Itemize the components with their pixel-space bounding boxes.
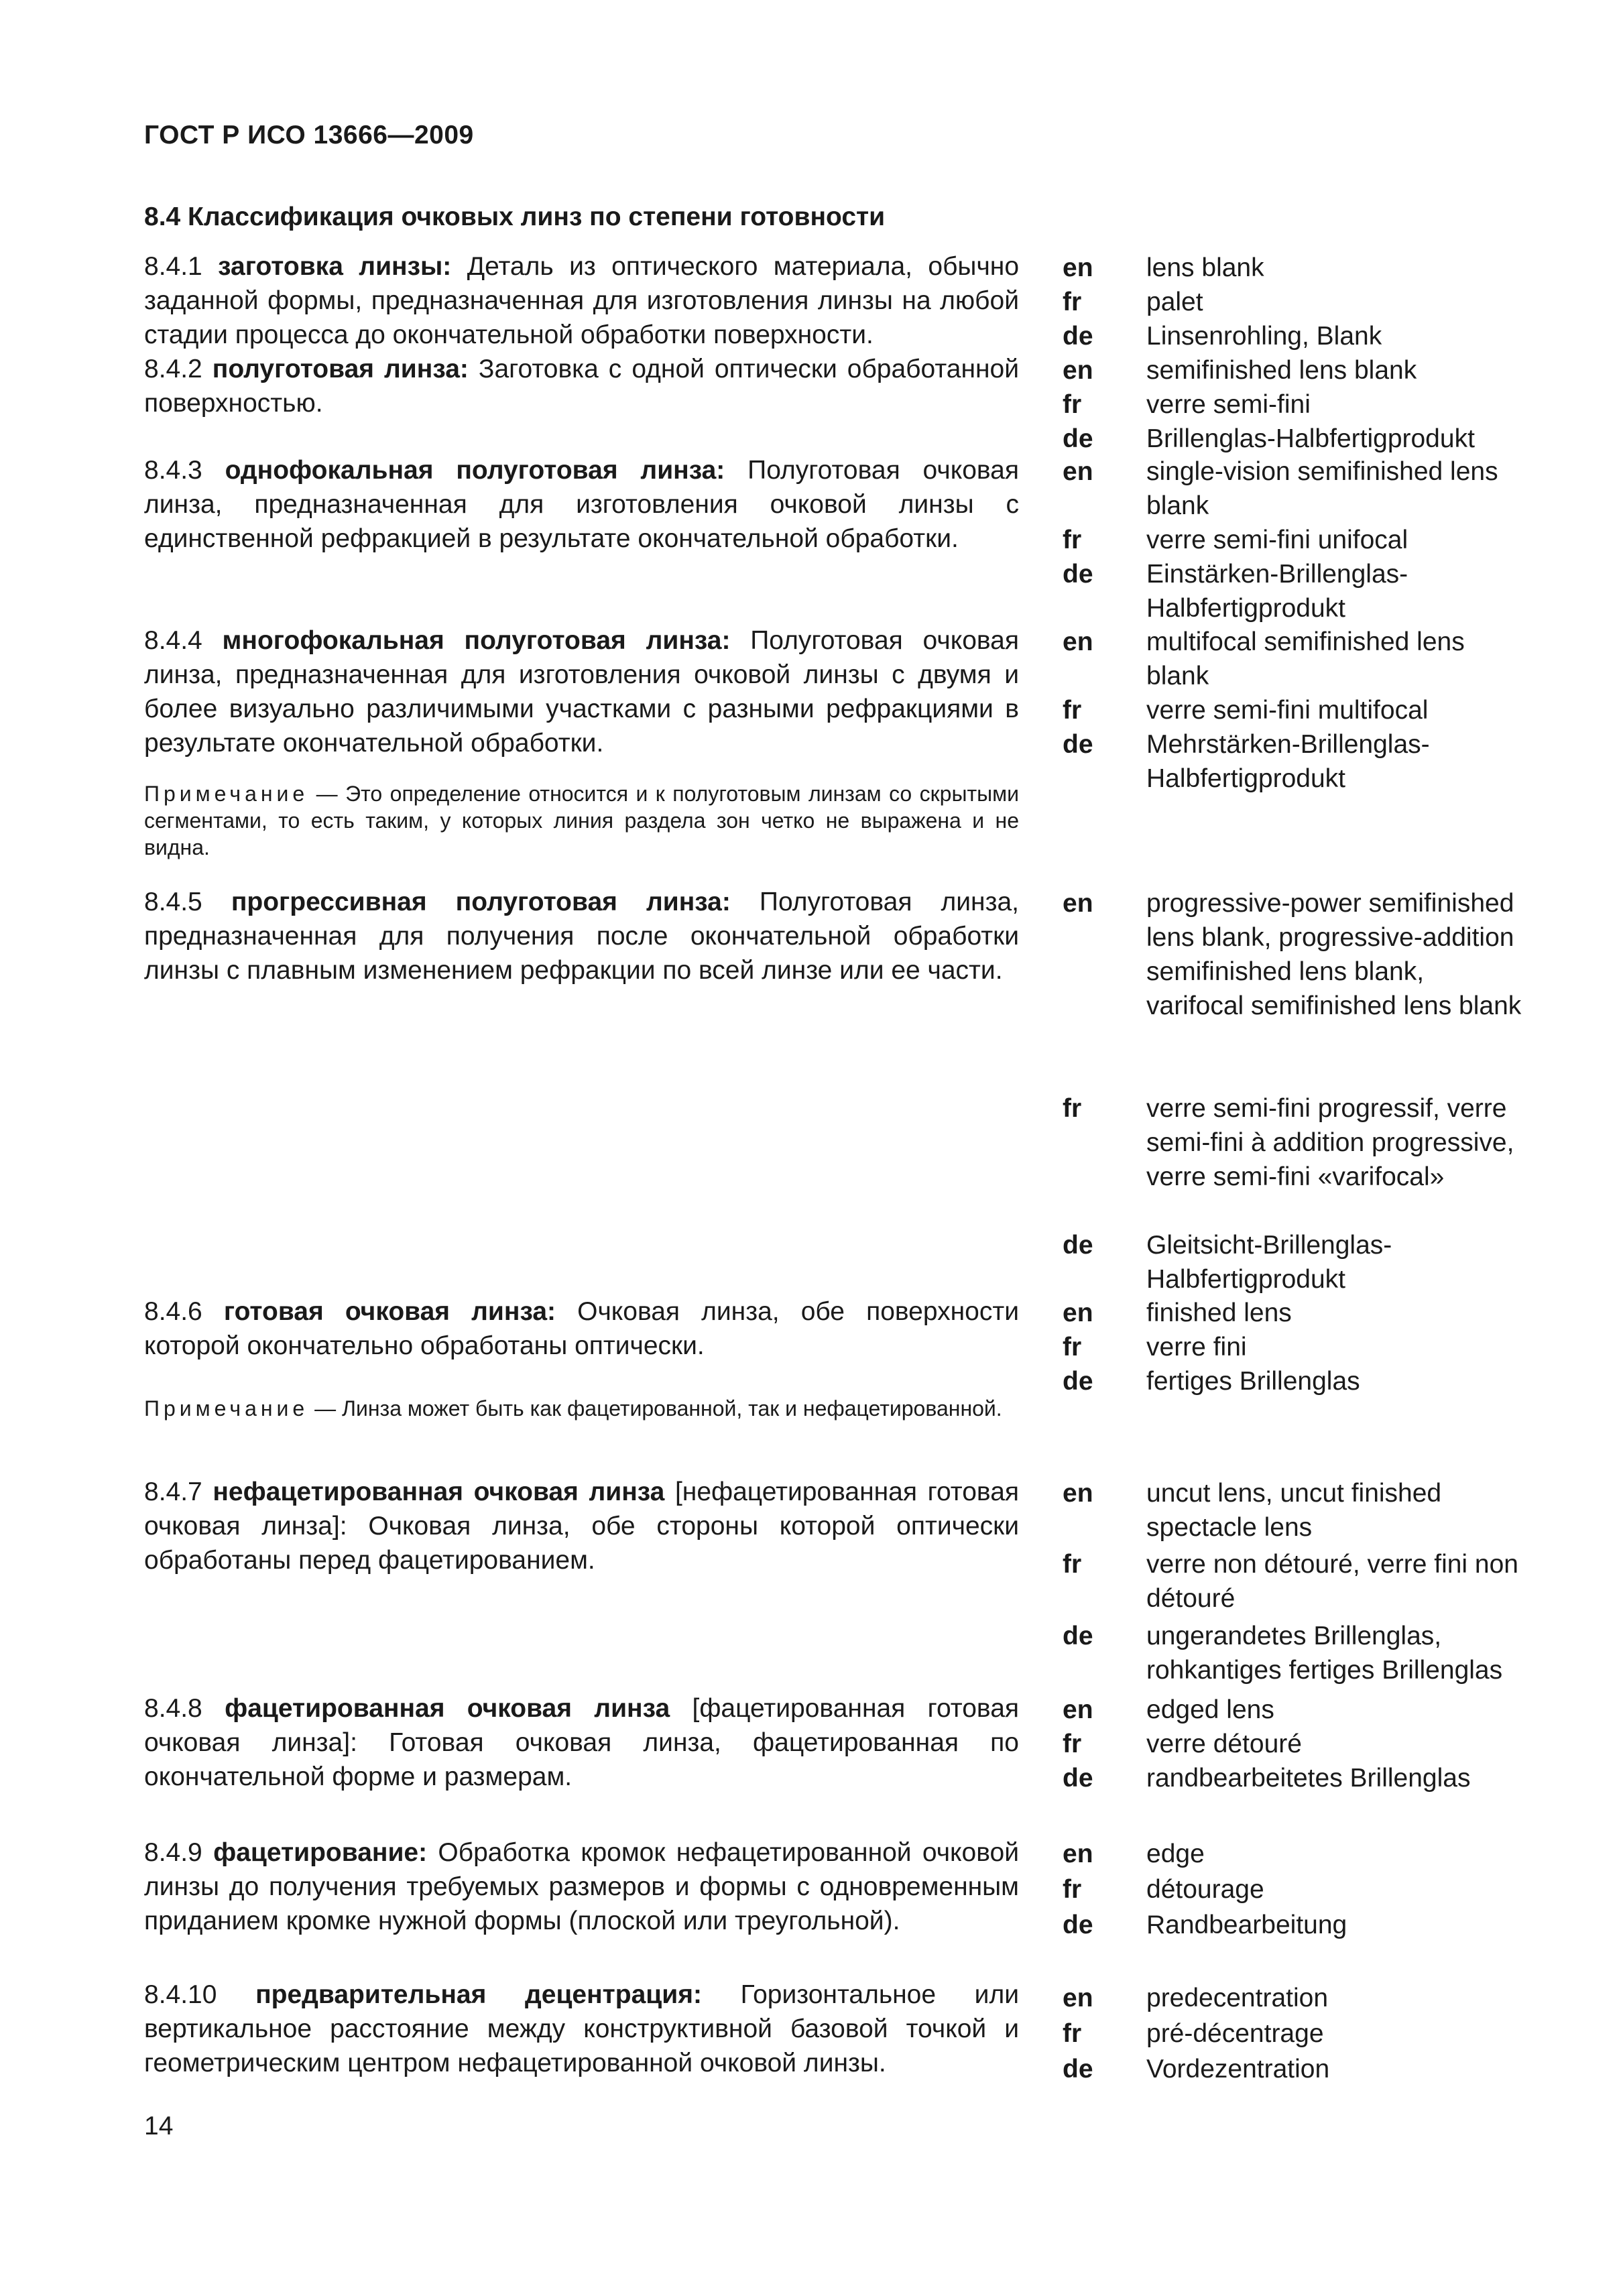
- section-title: 8.4 Классификация очковых линз по степени готовности: [144, 202, 886, 231]
- page-number: 14: [144, 2112, 174, 2140]
- definition-number: 8.4.9: [144, 1838, 214, 1867]
- definition-term: предварительная децентрация:: [255, 1980, 702, 2009]
- lang-de: de: [1063, 560, 1093, 589]
- definition-number: 8.4.6: [144, 1297, 224, 1326]
- lang-fr: fr: [1063, 1550, 1082, 1579]
- term-fr: verre semi-fini unifocal: [1146, 526, 1408, 554]
- definition-8-4-9: [144, 1835, 1019, 1938]
- note-text: — Это определение относится и к полуготовым линзам со скрытыми сегментами, то есть таким, у которых линия раздела зон четко не выражена и не видна.: [144, 782, 1019, 859]
- lang-fr: fr: [1063, 1730, 1082, 1758]
- definition-8-4-4: [144, 623, 1019, 760]
- definition-8-4-3: [144, 453, 1019, 556]
- definition-number: 8.4.10: [144, 1980, 256, 2009]
- note-label: Примечание: [144, 1396, 309, 1421]
- definition-number: 8.4.8: [144, 1694, 225, 1723]
- definition-number: 8.4.3: [144, 456, 225, 485]
- lang-fr: fr: [1063, 288, 1082, 316]
- definition-8-4-6: [144, 1294, 1019, 1363]
- note-8-4-6: [144, 1395, 1019, 1422]
- term-de: Vordezentration: [1146, 2055, 1330, 2083]
- definition-text: Горизонтальное или вертикальное расстояние между конструктивной базовой точкой и геометрическим центром нефацетированной очковой линзы.: [144, 1980, 1020, 2077]
- term-en: progressive-power semifinished lens blank, progressive-addition semifinished lens blank, varifocal semifinished lens blank: [1146, 889, 1522, 1020]
- document-header: ГОСТ Р ИСО 13666—2009: [144, 121, 474, 149]
- lang-de: de: [1063, 1231, 1093, 1260]
- definition-8-4-8: [144, 1691, 1019, 1794]
- note-label: Примечание: [144, 782, 309, 806]
- term-en: edged lens: [1146, 1695, 1274, 1724]
- term-de: Brillenglas-Halbfertigprodukt: [1146, 424, 1475, 453]
- term-de: Randbearbeitung: [1146, 1911, 1347, 1939]
- term-en: predecentration: [1146, 1984, 1329, 2012]
- term-fr: verre fini: [1146, 1333, 1247, 1362]
- term-en: uncut lens, uncut finished spectacle lens: [1146, 1479, 1442, 1542]
- definition-term: многофокальная полуготовая линза:: [222, 626, 731, 655]
- lang-en: en: [1063, 1984, 1093, 2012]
- term-de: Mehrstärken-Brillenglas-Halbfertigprodukt: [1146, 730, 1430, 793]
- note-8-4-4: [144, 780, 1019, 861]
- lang-de: de: [1063, 2055, 1093, 2083]
- term-de: ungerandetes Brillenglas, rohkantiges fertiges Brillenglas: [1146, 1622, 1503, 1685]
- lang-fr: fr: [1063, 390, 1082, 419]
- definition-term: нефацетированная очковая линза: [213, 1477, 665, 1506]
- lang-fr: fr: [1063, 526, 1082, 554]
- definition-term: фацетирование:: [213, 1838, 428, 1867]
- lang-fr: fr: [1063, 1875, 1082, 1904]
- lang-fr: fr: [1063, 696, 1082, 725]
- term-en: single-vision semifinished lens blank: [1146, 457, 1498, 520]
- definition-text: Заготовка с одной оптически обработанной поверхностью.: [144, 355, 1019, 418]
- lang-de: de: [1063, 1622, 1093, 1650]
- term-en: finished lens: [1146, 1298, 1292, 1327]
- definition-text: [нефацетированная готовая очковая линза]: Очковая линза, обе стороны которой оптически обработаны перед фацетированием.: [144, 1477, 1019, 1575]
- lang-de: de: [1063, 322, 1093, 351]
- lang-de: de: [1063, 730, 1093, 759]
- term-en: edge: [1146, 1839, 1205, 1868]
- term-fr: détourage: [1146, 1875, 1264, 1904]
- term-en: multifocal semifinished lens blank: [1146, 627, 1465, 690]
- term-fr: palet: [1146, 288, 1203, 316]
- term-en: semifinished lens blank: [1146, 356, 1417, 385]
- definition-8-4-7: [144, 1475, 1019, 1577]
- definition-term: полуготовая линза:: [212, 355, 469, 383]
- lang-de: de: [1063, 424, 1093, 453]
- lang-fr: fr: [1063, 2019, 1082, 2048]
- term-fr: verre semi-fini: [1146, 390, 1311, 419]
- term-fr: verre détouré: [1146, 1730, 1302, 1758]
- lang-en: en: [1063, 457, 1093, 486]
- term-de: Gleitsicht-Brillenglas-Halbfertigprodukt: [1146, 1231, 1392, 1294]
- definition-8-4-5: [144, 885, 1019, 987]
- term-fr: verre semi-fini progressif, verre semi-fini à addition progressive, verre semi-fini «varifocal»: [1146, 1094, 1514, 1191]
- definition-term: готовая очковая линза:: [223, 1297, 556, 1326]
- lang-en: en: [1063, 1839, 1093, 1868]
- lang-en: en: [1063, 889, 1093, 918]
- definition-number: 8.4.5: [144, 888, 231, 916]
- definition-number: 8.4.4: [144, 626, 223, 655]
- definition-text: Очковая линза, обе поверхности которой окончательно обработаны оптически.: [144, 1297, 1019, 1360]
- lang-fr: fr: [1063, 1094, 1082, 1123]
- note-text: — Линза может быть как фацетированной, так и нефацетированной.: [308, 1396, 1002, 1421]
- definition-term: прогрессивная полуготовая линза:: [231, 888, 731, 916]
- definition-text: Полуготовая очковая линза, предназначенная для изготовления очковой линзы с двумя и более визуально различимыми участками с разными рефракциями в результате окончательной обработки.: [144, 626, 1019, 758]
- lang-de: de: [1063, 1367, 1093, 1396]
- definition-text: Деталь из оптического материала, обычно заданной формы, предназначенная для изготовления линзы на любой стадии процесса до окончательной обработки поверхности.: [144, 252, 1020, 349]
- lang-de: de: [1063, 1764, 1093, 1793]
- term-de: fertiges Brillenglas: [1146, 1367, 1360, 1396]
- definition-text: Полуготовая очковая линза, предназначенная для изготовления очковой линзы с единственной рефракцией в результате окончательной обработки.: [144, 456, 1019, 553]
- definition-term: заготовка линзы:: [218, 252, 452, 281]
- definition-term: однофокальная полуготовая линза:: [225, 456, 725, 485]
- term-en: lens blank: [1146, 253, 1264, 282]
- lang-en: en: [1063, 1479, 1093, 1508]
- term-fr: verre non détouré, verre fini non détouré: [1146, 1550, 1518, 1613]
- lang-en: en: [1063, 1298, 1093, 1327]
- definition-text: Обработка кромок нефацетированной очковой линзы до получения требуемых размеров и формы с одновременным приданием кромке нужной формы (плоской или треугольной).: [144, 1838, 1019, 1935]
- term-de: Einstärken-Brillenglas-Halbfertigprodukt: [1146, 560, 1408, 623]
- lang-en: en: [1063, 627, 1093, 656]
- term-fr: pré-décentrage: [1146, 2019, 1324, 2048]
- definition-8-4-1: [144, 249, 1019, 352]
- definition-number: 8.4.1: [144, 252, 219, 281]
- lang-de: de: [1063, 1911, 1093, 1939]
- definition-number: 8.4.2: [144, 355, 213, 383]
- term-de: Linsenrohling, Blank: [1146, 322, 1382, 351]
- lang-fr: fr: [1063, 1333, 1082, 1362]
- lang-en: en: [1063, 356, 1093, 385]
- lang-en: en: [1063, 1695, 1093, 1724]
- definition-text: Полуготовая линза, предназначенная для получения после окончательной обработки линзы с плавным изменением рефракции по всей линзе или ее части.: [144, 888, 1019, 985]
- term-de: randbearbeitetes Brillenglas: [1146, 1764, 1471, 1793]
- definition-term: фацетированная очковая линза: [225, 1694, 670, 1723]
- definition-number: 8.4.7: [144, 1477, 213, 1506]
- definition-8-4-2: [144, 352, 1019, 420]
- definition-8-4-10: [144, 1978, 1019, 2080]
- definition-text: [фацетированная готовая очковая линза]: Готовая очковая линза, фацетированная по окончательной форме и размерам.: [144, 1694, 1020, 1791]
- lang-en: en: [1063, 253, 1093, 282]
- term-fr: verre semi-fini multifocal: [1146, 696, 1429, 725]
